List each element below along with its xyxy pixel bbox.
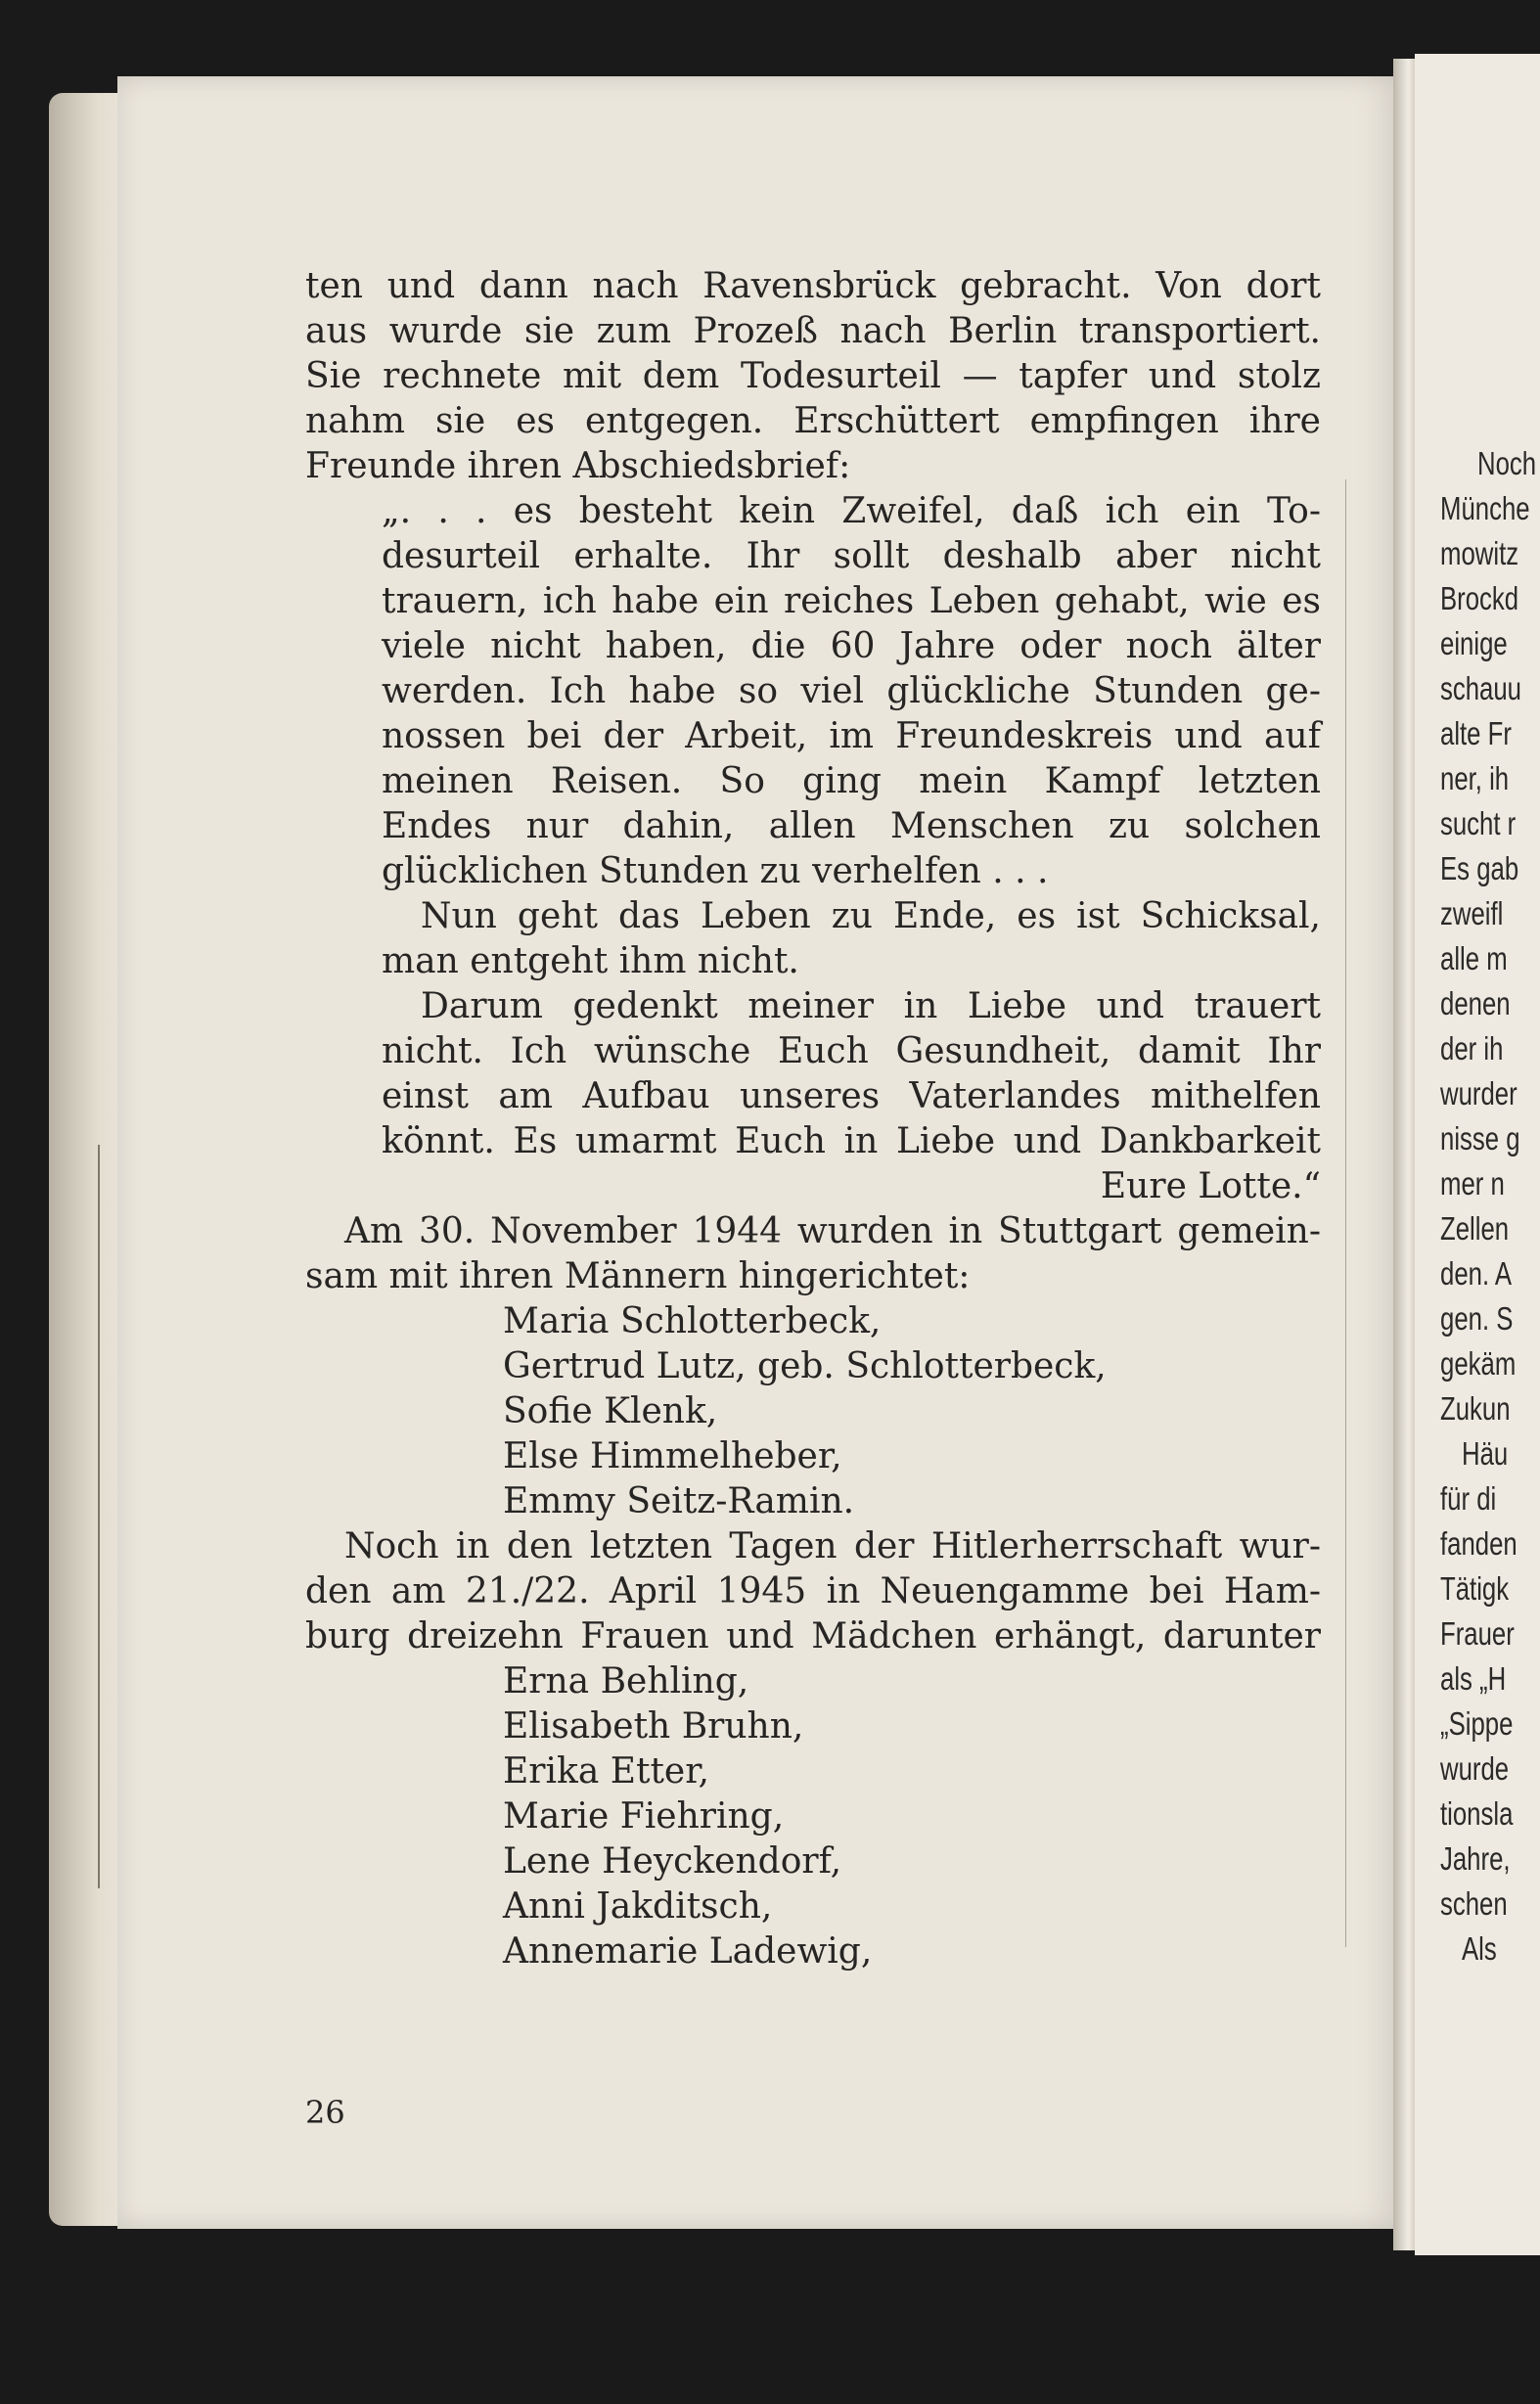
page-number: 26 — [305, 2094, 345, 2131]
right-page-line: Münche — [1440, 490, 1530, 526]
right-page-line: den. A — [1440, 1255, 1513, 1292]
right-page-line: denen — [1440, 985, 1511, 1021]
letter-quote-line: desurteil erhalte. Ihr sollt deshalb aber nicht — [382, 536, 1321, 576]
right-page-line: sucht r — [1440, 805, 1517, 841]
page-edge-line — [1345, 479, 1346, 1947]
name-list-item: Anni Jakditsch, — [503, 1886, 773, 1927]
body-line: ten und dann nach Ravensbrück gebracht. Von dort — [305, 266, 1321, 306]
right-page-line: Häu — [1462, 1435, 1509, 1472]
right-page-line: alte Fr — [1440, 715, 1512, 751]
right-page-line: der ih — [1440, 1030, 1504, 1066]
right-page-partial — [1415, 54, 1540, 2255]
body-line: nahm sie es entgegen. Erschüttert empfingen ihre — [305, 401, 1321, 441]
right-page-line: Brockd — [1440, 580, 1519, 616]
right-page-line: gekäm — [1440, 1345, 1517, 1382]
right-page-line: gen. S — [1440, 1300, 1514, 1337]
letter-quote-line: werden. Ich habe so viel glückliche Stunden ge- — [382, 671, 1321, 711]
right-page-line: alle m — [1440, 940, 1508, 976]
right-page-line: Jahre, — [1440, 1840, 1511, 1877]
right-page-line: Es gab — [1440, 850, 1519, 886]
body-line: sam mit ihren Männern hingerichtet: — [305, 1256, 971, 1296]
right-page-line: ner, ih — [1440, 760, 1510, 796]
right-page-line: Zukun — [1440, 1390, 1511, 1427]
right-page-line: nisse g — [1440, 1120, 1520, 1157]
letter-quote-line: einst am Aufbau unseres Vaterlandes mithelfen — [382, 1076, 1321, 1116]
right-page-line: Tätigk — [1440, 1570, 1510, 1607]
name-list-item: Sofie Klenk, — [503, 1391, 718, 1431]
right-page-line: Noch — [1477, 445, 1537, 481]
name-list-item: Emmy Seitz-Ramin. — [503, 1481, 855, 1521]
letter-quote-line: Endes nur dahin, allen Menschen zu solchen — [382, 806, 1321, 846]
body-line: Noch in den letzten Tagen der Hitlerherrschaft wur- — [344, 1526, 1321, 1566]
body-line: Freunde ihren Abschiedsbrief: — [305, 446, 851, 486]
letter-quote-line: Darum gedenkt meiner in Liebe und trauert — [421, 986, 1321, 1026]
body-line: aus wurde sie zum Prozeß nach Berlin transportiert. — [305, 311, 1321, 351]
letter-quote-line: viele nicht haben, die 60 Jahre oder noch älter — [382, 626, 1321, 666]
letter-signature: Eure Lotte.“ — [1100, 1166, 1321, 1206]
right-page-line: tionsla — [1440, 1795, 1514, 1832]
right-page-line: Frauer — [1440, 1615, 1515, 1652]
name-list-item: Erika Etter, — [503, 1751, 709, 1792]
name-list-item: Erna Behling, — [503, 1661, 749, 1701]
book-gutter — [1393, 59, 1415, 2250]
body-line: den am 21./22. April 1945 in Neuengamme bei Ham- — [305, 1571, 1321, 1611]
right-page-line: wurder — [1440, 1075, 1517, 1111]
right-page-line: schauu — [1440, 670, 1522, 706]
page-edge-line — [98, 1145, 100, 1888]
right-page-line: mowitz — [1440, 535, 1519, 571]
name-list-item: Lene Heyckendorf, — [503, 1841, 842, 1882]
letter-quote-line: glücklichen Stunden zu verhelfen . . . — [382, 851, 1049, 891]
name-list-item: Annemarie Ladewig, — [503, 1931, 873, 1972]
letter-quote-line: könnt. Es umarmt Euch in Liebe und Dankbarkeit — [382, 1121, 1321, 1161]
right-page-line: „Sippe — [1440, 1705, 1514, 1742]
right-page-line: für di — [1440, 1480, 1497, 1517]
right-page-line: fanden — [1440, 1525, 1517, 1562]
right-page-line: schen — [1440, 1885, 1508, 1922]
right-page-line: als „H — [1440, 1660, 1507, 1697]
right-page-line: einige — [1440, 625, 1508, 661]
letter-quote-line: man entgeht ihm nicht. — [382, 941, 799, 981]
name-list-item: Marie Fiehring, — [503, 1796, 785, 1837]
right-page-line: mer n — [1440, 1165, 1505, 1202]
right-page-line: wurde — [1440, 1750, 1510, 1787]
right-page-line: zweifl — [1440, 895, 1504, 931]
right-page-line: Zellen — [1440, 1210, 1510, 1247]
name-list-item: Elisabeth Bruhn, — [503, 1706, 804, 1746]
right-page-line: Als — [1462, 1930, 1497, 1967]
letter-quote-line: nossen bei der Arbeit, im Freundeskreis und auf — [382, 716, 1321, 756]
letter-quote-line: meinen Reisen. So ging mein Kampf letzten — [382, 761, 1321, 801]
name-list-item: Maria Schlotterbeck, — [503, 1301, 882, 1341]
letter-quote-line: trauern, ich habe ein reiches Leben gehabt, wie es — [382, 581, 1321, 621]
name-list-item: Else Himmelheber, — [503, 1436, 842, 1476]
letter-quote-line: Nun geht das Leben zu Ende, es ist Schicksal, — [421, 896, 1321, 936]
body-line: Am 30. November 1944 wurden in Stuttgart gemein- — [344, 1211, 1321, 1251]
letter-quote-line: „. . . es besteht kein Zweifel, daß ich ein To- — [382, 491, 1321, 531]
body-line: Sie rechnete mit dem Todesurteil — tapfer und stolz — [305, 356, 1321, 396]
body-line: burg dreizehn Frauen und Mädchen erhängt, darunter — [305, 1616, 1321, 1656]
letter-quote-line: nicht. Ich wünsche Euch Gesundheit, damit Ihr — [382, 1031, 1321, 1071]
name-list-item: Gertrud Lutz, geb. Schlotterbeck, — [503, 1346, 1107, 1386]
